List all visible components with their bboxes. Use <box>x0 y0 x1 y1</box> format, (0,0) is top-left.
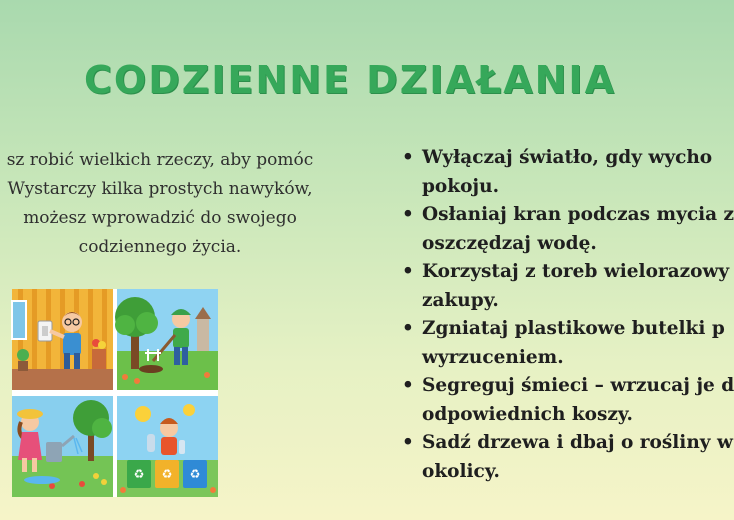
bullet-dot: • <box>402 432 414 453</box>
page-title: CODZIENNE DZIAŁANIA <box>84 58 616 102</box>
habit-text-line: okolicy. <box>422 460 500 482</box>
habit-item <box>398 258 728 315</box>
child-light-switch-image <box>12 289 113 390</box>
svg-text:♻: ♻ <box>161 467 173 481</box>
habit-text-line: odpowiednich koszy. <box>422 403 633 425</box>
habit-text-line: Osłaniaj kran podczas mycia z <box>422 204 734 225</box>
bullet-dot: • <box>402 261 414 282</box>
bullet-dot: • <box>402 147 414 168</box>
intro-line: możesz wprowadzić do swojego <box>23 208 297 228</box>
habit-text-line: Wyłączaj światło, gdy wycho <box>422 147 713 168</box>
child-watering-plants-image <box>12 396 113 497</box>
habit-text-line: zakupy. <box>422 289 499 311</box>
intro-text <box>0 146 345 262</box>
intro-line: sz robić wielkich rzeczy, aby pomóc <box>6 150 314 170</box>
child-recycling-bins-image <box>117 396 218 497</box>
bullet-dot: • <box>402 318 414 339</box>
habit-item <box>398 144 728 201</box>
habit-item <box>398 315 728 372</box>
svg-text:♻: ♻ <box>133 467 145 481</box>
habit-text-line: Zgniataj plastikowe butelki p <box>422 318 725 339</box>
habit-text-line: Korzystaj z toreb wielorazowy <box>422 261 730 282</box>
svg-text:♻: ♻ <box>189 467 201 481</box>
habit-text-line: Sadź drzewa i dbaj o rośliny w <box>422 432 733 453</box>
habit-item <box>398 372 734 429</box>
child-planting-tree-image <box>117 289 218 390</box>
illustration-collage <box>12 289 218 497</box>
habit-item <box>398 429 733 486</box>
habit-text-line: pokoju. <box>422 175 500 197</box>
intro-line: Wystarczy kilka prostych nawyków, <box>7 179 313 199</box>
bullet-dot: • <box>402 375 414 396</box>
habit-item <box>398 201 734 258</box>
bullet-dot: • <box>402 204 414 225</box>
habit-text-line: Segreguj śmieci – wrzucaj je d <box>422 375 734 396</box>
habit-text-line: wyrzuceniem. <box>422 346 564 368</box>
habit-list <box>398 144 734 486</box>
intro-line: codziennego życia. <box>78 237 242 257</box>
habit-text-line: oszczędzaj wodę. <box>422 232 597 254</box>
